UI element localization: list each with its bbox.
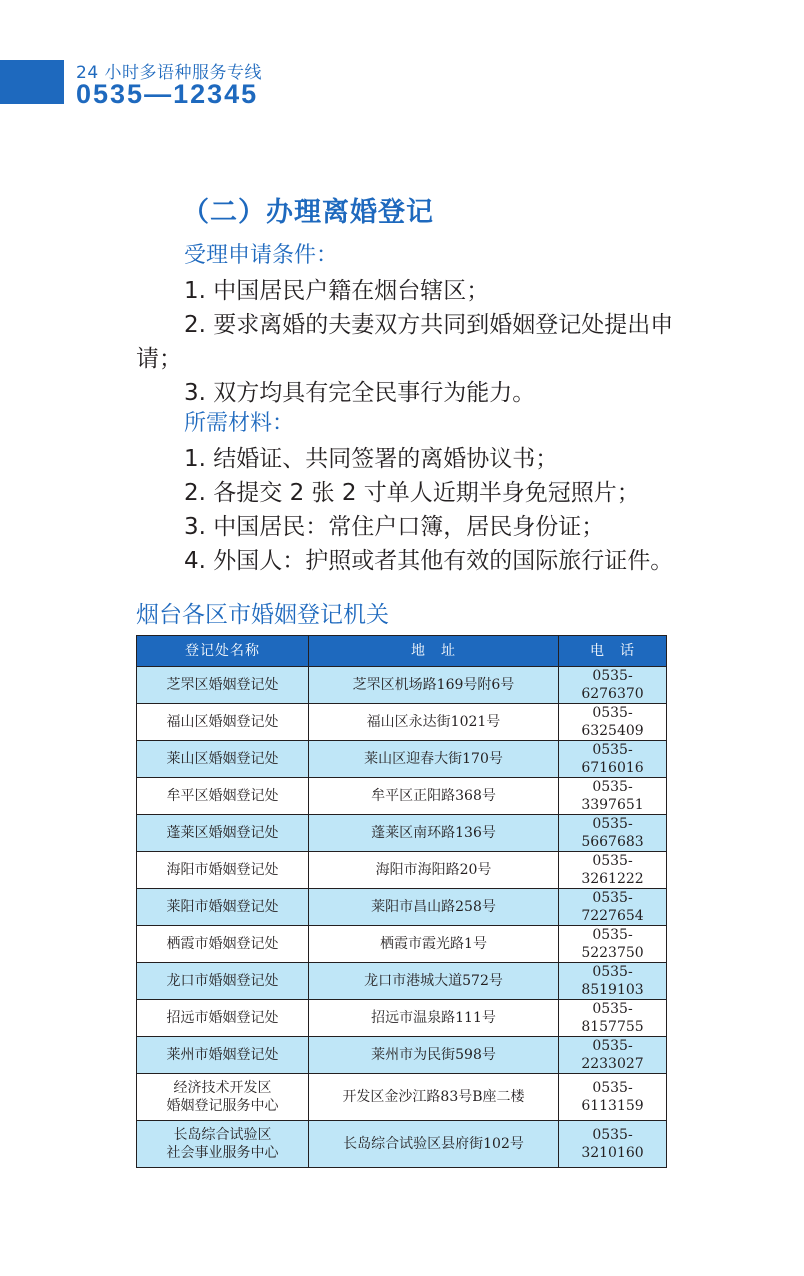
office-phone: 0535-3397651 (559, 778, 667, 815)
material-item: 2. 各提交 2 张 2 寸单人近期半身免冠照片； (184, 480, 640, 506)
office-address: 招远市温泉路111号 (309, 1000, 559, 1037)
section-title: （二）办理离婚登记 (182, 197, 434, 228)
office-name: 芝罘区婚姻登记处 (137, 667, 309, 704)
office-name: 莱阳市婚姻登记处 (137, 889, 309, 926)
office-address: 长岛综合试验区县府街102号 (309, 1121, 559, 1168)
office-name: 经济技术开发区 婚姻登记服务中心 (137, 1074, 309, 1121)
material-item: 4. 外国人：护照或者其他有效的国际旅行证件。 (184, 548, 674, 574)
table-row (137, 778, 667, 815)
office-phone: 0535-8519103 (559, 963, 667, 1000)
office-phone: 0535-2233027 (559, 1037, 667, 1074)
office-name: 蓬莱区婚姻登记处 (137, 815, 309, 852)
office-phone: 0535-7227654 (559, 889, 667, 926)
table-title: 烟台各区市婚姻登记机关 (136, 602, 389, 628)
table-row (137, 1074, 667, 1121)
table-row (137, 852, 667, 889)
header-phone: 电 话 (559, 636, 667, 667)
table-row (137, 889, 667, 926)
office-name: 牟平区婚姻登记处 (137, 778, 309, 815)
table-header-row (137, 636, 667, 667)
hotline-caption: 24 小时多语种服务专线 (76, 63, 263, 83)
office-phone: 0535-5667683 (559, 815, 667, 852)
office-address: 莱州市为民街598号 (309, 1037, 559, 1074)
office-name: 龙口市婚姻登记处 (137, 963, 309, 1000)
office-address: 龙口市港城大道572号 (309, 963, 559, 1000)
office-address: 开发区金沙江路83号B座二楼 (309, 1074, 559, 1121)
table-row (137, 815, 667, 852)
office-address: 福山区永达街1021号 (309, 704, 559, 741)
office-address: 海阳市海阳路20号 (309, 852, 559, 889)
office-phone: 0535-8157755 (559, 1000, 667, 1037)
office-phone: 0535-6276370 (559, 667, 667, 704)
office-name: 莱山区婚姻登记处 (137, 741, 309, 778)
table-row (137, 1000, 667, 1037)
hotline-number: 0535—12345 (76, 79, 259, 109)
condition-item-continued: 请； (136, 346, 182, 372)
office-phone: 0535-6113159 (559, 1074, 667, 1121)
table-row (137, 963, 667, 1000)
header-accent-bar (0, 60, 64, 104)
office-phone: 0535-3210160 (559, 1121, 667, 1168)
condition-item: 3. 双方均具有完全民事行为能力。 (184, 380, 536, 406)
material-item: 3. 中国居民：常住户口簿，居民身份证； (184, 514, 605, 540)
office-phone: 0535-6716016 (559, 741, 667, 778)
condition-item: 1. 中国居民户籍在烟台辖区； (184, 278, 490, 304)
table-row (137, 741, 667, 778)
header-office-name: 登记处名称 (137, 636, 309, 667)
office-phone: 0535-3261222 (559, 852, 667, 889)
table-row (137, 704, 667, 741)
office-name: 招远市婚姻登记处 (137, 1000, 309, 1037)
materials-heading: 所需材料： (184, 411, 295, 436)
office-name: 福山区婚姻登记处 (137, 704, 309, 741)
table-row (137, 1121, 667, 1168)
office-name: 海阳市婚姻登记处 (137, 852, 309, 889)
office-address: 蓬莱区南环路136号 (309, 815, 559, 852)
office-phone: 0535-5223750 (559, 926, 667, 963)
office-name: 长岛综合试验区 社会事业服务中心 (137, 1121, 309, 1168)
material-item: 1. 结婚证、共同签署的离婚协议书； (184, 446, 559, 472)
table-row (137, 926, 667, 963)
condition-item: 2. 要求离婚的夫妻双方共同到婚姻登记处提出申 (184, 312, 674, 338)
office-address: 栖霞市霞光路1号 (309, 926, 559, 963)
table-row (137, 667, 667, 704)
office-phone: 0535-6325409 (559, 704, 667, 741)
header-address: 地 址 (309, 636, 559, 667)
office-address: 牟平区正阳路368号 (309, 778, 559, 815)
office-address: 芝罘区机场路169号附6号 (309, 667, 559, 704)
office-name: 栖霞市婚姻登记处 (137, 926, 309, 963)
office-address: 莱山区迎春大街170号 (309, 741, 559, 778)
conditions-heading: 受理申请条件： (184, 243, 339, 268)
table-row (137, 1037, 667, 1074)
office-address: 莱阳市昌山路258号 (309, 889, 559, 926)
registration-offices-table (136, 635, 667, 1168)
office-name: 莱州市婚姻登记处 (137, 1037, 309, 1074)
